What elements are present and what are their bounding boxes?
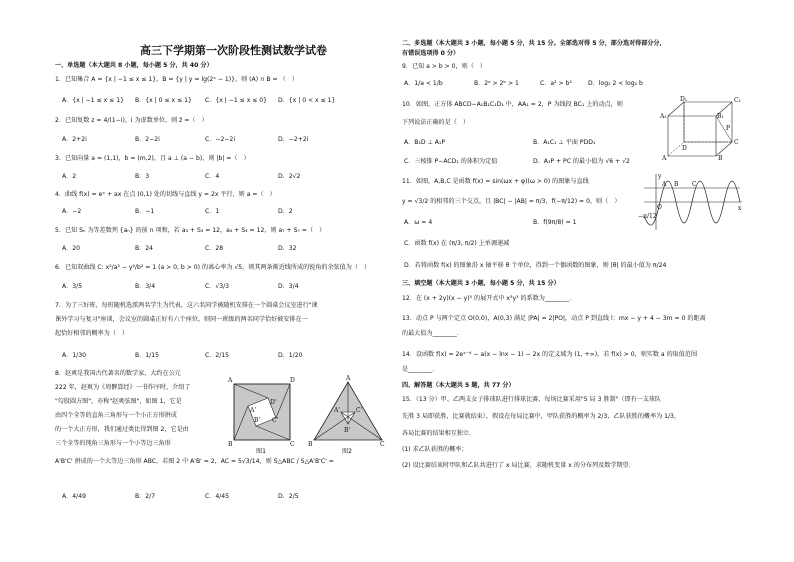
q8-line-6: 三个全等的钝角三角形与一个小等边三角形 [55, 440, 171, 447]
cube-label-d: D [682, 145, 687, 152]
q2-option-a[interactable]: A．2+2i [62, 136, 87, 143]
sine-label-o: O [657, 204, 662, 211]
q15-line-2: 先胜 3 局即获胜，比赛就结束），假设在每局比赛中，甲队获胜的概率为 2/3，乙队获胜的概率为 1/3， [402, 413, 681, 420]
q8-option-b[interactable]: B．2/7 [135, 493, 156, 500]
sine-label-c: C [692, 181, 697, 188]
q9-option-b[interactable]: B．2ᵃ > 2ᵇ > 1 [474, 80, 519, 87]
svg-text:B': B' [254, 417, 261, 424]
cube-label-b: B [718, 155, 723, 162]
q9-option-a[interactable]: A．1/a < 1/b [404, 80, 443, 87]
q8-option-a[interactable]: A．4/49 [62, 493, 86, 500]
q7-option-d[interactable]: D．1/20 [278, 352, 303, 359]
q7-option-a[interactable]: A．1/30 [62, 352, 86, 359]
svg-text:A: A [346, 375, 351, 382]
figure-1-square [228, 376, 296, 448]
svg-text:A': A' [334, 407, 340, 414]
section-solutions: 四、解答题（本大题共 5 题，共 77 分） [402, 382, 515, 389]
q6-option-a[interactable]: A．3/5 [62, 283, 83, 290]
q10-cube-figure [660, 96, 744, 162]
cube-label-c: C [734, 139, 739, 146]
sine-label-x: x [738, 205, 742, 212]
sine-label-neg-pi-12: −π/12 [638, 213, 657, 220]
q7-line-2: 课外学习与复习"座谈，会议室的圆桌正好有六个座位，则同一班级的两名同学恰好被安排在一 [55, 316, 308, 323]
q10-option-c[interactable]: C．三棱锥 P−ACD₁ 的体积为定值 [404, 158, 498, 165]
q4-option-a[interactable]: A．−2 [62, 208, 82, 215]
q2-option-d[interactable]: D．−2+2i [278, 136, 309, 143]
svg-text:A': A' [250, 407, 256, 414]
q13-line-2: 的最大值为________． [402, 330, 463, 337]
q7-option-b[interactable]: B．1/15 [135, 352, 159, 359]
svg-text:C: C [290, 441, 295, 448]
q9-option-c[interactable]: C．a² > b² [540, 80, 572, 87]
q1-option-d[interactable]: D．{x | 0 < x ≤ 1} [278, 97, 336, 104]
q9-option-d[interactable]: D．log₂ 2 < log₂ b [588, 80, 643, 87]
q11-option-c[interactable]: C．函数 f(x) 在 (π/3, π/2) 上单调递减 [404, 240, 510, 247]
sine-label-y: y [658, 173, 662, 180]
q9-stem: 9．已知 a > b > 0，则（ ） [402, 63, 487, 70]
q5-option-c[interactable]: C．28 [205, 245, 224, 252]
figure-2-caption: 图2 [342, 448, 352, 455]
q10-option-a[interactable]: A．B₁D ⊥ A₁P [404, 139, 446, 146]
figure-1-caption: 图1 [256, 448, 266, 455]
q8-option-d[interactable]: D．2/5 [278, 493, 299, 500]
sine-label-b: B [674, 181, 679, 188]
q8-line-7: A'B'C' 拼成的一个大等边三角形 ABC，若图 2 中 A'B' = 2，AC = 5√3/14，则 S△ABC / S△A'B'C' = [55, 458, 334, 465]
cube-label-d1: D₁ [680, 96, 688, 103]
svg-text:B: B [308, 441, 313, 448]
q5-option-d[interactable]: D．32 [278, 245, 297, 252]
q13-line-1: 13．动点 P 与两个定点 O(0,0)，A(0,3) 满足 |PA| = 2|PO|，动点 P 到直线 l：mx − y + 4 − 3m = 0 的距离 [402, 315, 706, 322]
q10-option-d[interactable]: D．A₁P + PC 的最小值为 √6 + √2 [533, 158, 630, 165]
q7-line-1: 7．为了三好班，每班随机选派两名学生为代表，这六名同学被随机安排在一个圆桌会议室进行"课 [55, 302, 318, 309]
q10-line-2: 下列说法正确的是（ ） [402, 119, 470, 126]
q1-option-b[interactable]: B．{x | 0 ≤ x ≤ 1} [135, 97, 192, 104]
svg-text:D: D [290, 377, 295, 384]
svg-text:B': B' [344, 427, 351, 434]
q8-option-c[interactable]: C．4/45 [205, 493, 230, 500]
section-multi-choice: 二、多选题（本大题共 3 小题，每小题 5 分，共 15 分。全部选对得 5 分，部分选对得部分分， [402, 40, 666, 47]
q6-option-b[interactable]: B．3/4 [135, 283, 156, 290]
section-single-choice: 一、单选题（本大题共 8 小题，每小题 5 分，共 40 分） [55, 62, 213, 69]
q5-stem: 5．已知 Sₙ 为等差数列 {aₙ} 的前 n 项和，若 a₃ + S₃ = 12，a₄ + S₄ = 12，则 a₇ + S₇ =（ ） [55, 227, 326, 234]
q3-stem: 3．已知向量 a = (1,1)，b = (m,2)，且 a ⊥ (a − b)，则 |b| =（ ） [55, 155, 250, 162]
q1-option-c[interactable]: C．{x | −1 ≤ x ≤ 0} [205, 97, 268, 104]
q1-stem: 1．已知集合 A = {x | −1 ≤ x ≤ 1}，B = {y | y = lg(2ˣ − 1)}，则 (A) ∩ B = （ ） [55, 76, 298, 83]
q3-option-d[interactable]: D．2√2 [278, 173, 301, 180]
svg-text:D': D' [270, 399, 277, 406]
q8-line-5: 的一个大正方形，我们通过类比得到图 2，它是由 [55, 426, 189, 433]
q14-line-2: 是________． [402, 366, 439, 373]
q8-line-1: 8．赵爽是我国古代著名的数学家，大约在公元 [55, 370, 181, 377]
q14-line-1: 14．设函数 f(x) = 2eˣ⁻⁴ − a(x − lnx − 1) − 2x 的定义域为 (1, +∞)，若 f(x) > 0，则实数 a 的取值范围 [402, 351, 698, 358]
cube-label-a: A [662, 155, 667, 162]
q1-option-a[interactable]: A．{x | −1 ≤ x ≤ 1} [62, 97, 124, 104]
q6-stem: 6．已知双曲线 C: x²/a² − y²/b² = 1 (a > 0, b > 0) 的离心率为 √5，则其两条渐近线所成的锐角的余弦值为（ ） [55, 264, 371, 271]
q15-line-3: 各局比赛的结果相互独立． [402, 430, 476, 437]
exam-title: 高三下学期第一次阶段性测试数学试卷 [140, 44, 327, 57]
q8-line-2: 222 年，赵爽为《周髀算经》一书作序时，介绍了 [55, 384, 191, 391]
svg-text:A: A [228, 377, 233, 384]
q7-line-3: 起恰好相邻的概率为（ ） [55, 330, 129, 337]
cube-label-a1: A₁ [660, 113, 667, 120]
q3-option-b[interactable]: B．3 [135, 173, 150, 180]
q7-option-c[interactable]: C．2/15 [205, 352, 230, 359]
q3-option-c[interactable]: C．4 [205, 173, 220, 180]
q11-option-b[interactable]: B．f(9π/8) = 1 [533, 219, 577, 226]
q11-line-1: 11．如图，A,B,C 是函数 f(x) = sin(ωx + φ)(ω > 0) 的图象与直线 [402, 178, 589, 185]
cube-label-p: P [726, 125, 731, 132]
q12-stem: 12．在 (x + 2y)(x − y)⁵ 的展开式中 x³y³ 的系数为________． [402, 295, 576, 302]
q11-line-2: y = √3/2 的相邻的三个交点，且 |BC| − |AB| = π/3，f(−π/12) = 0，则（ ） [402, 198, 621, 205]
q2-option-c[interactable]: C．−2−2i [205, 136, 236, 143]
q10-line-1: 10．如图，正方体 ABCD−A₁B₁C₁D₁ 中，AA₁ = 2，P 为线段 BC₁ 上的动点，则 [402, 101, 623, 108]
q4-option-c[interactable]: C．1 [205, 208, 220, 215]
q8-line-4: 由四个全等的直角三角形与一个小正方形拼成 [55, 412, 177, 419]
q11-sine-figure [640, 172, 744, 234]
figure-2-triangle [308, 376, 388, 448]
q11-option-a[interactable]: A．ω = 4 [404, 219, 433, 226]
sine-label-a: A [662, 181, 667, 188]
q2-stem: 2．已知复数 z = 4/(1−i)，i 为虚数单位，则 z̄ =（ ） [55, 117, 208, 124]
section-fill-blank: 三、填空题（本大题共 3 小题，每小题 5 分，共 15 分） [402, 280, 560, 287]
q2-option-b[interactable]: B．2−2i [135, 136, 160, 143]
svg-text:C': C' [356, 407, 363, 414]
section-multi-choice-cont: 有错误选项得 0 分） [402, 50, 460, 57]
q8-line-3: "勾股圆方图"，亦称"赵爽弦图"，如图 1，它是 [55, 398, 182, 405]
svg-text:C: C [380, 441, 385, 448]
svg-text:C': C' [272, 417, 279, 424]
q4-option-d[interactable]: D．2 [278, 208, 293, 215]
q6-option-c[interactable]: C．√3/3 [205, 283, 230, 290]
q15-line-4: (1) 求乙队获胜的概率； [402, 446, 468, 453]
q5-option-a[interactable]: A．20 [62, 245, 81, 252]
q15-line-1: 15．（13 分）甲、乙两支女子排球队进行排球比赛，每场比赛采用"5 局 3 胜制"（即有一支球队 [402, 396, 662, 403]
q15-line-5: (2) 设比赛结束时甲队和乙队共进行了 x 局比赛，求随机变量 x 的分布列及数学期望． [402, 462, 635, 469]
cube-label-b1: B₁ [717, 113, 724, 120]
q11-option-d[interactable]: D．若将函数 f(x) 的图象沿 x 轴平移 θ 个单位，得到一个偶函数的图象，则 |θ| 的最小值为 π/24 [404, 262, 667, 269]
cube-label-c1: C₁ [734, 97, 741, 104]
q4-stem: 4．曲线 f(x) = eˣ + ax 在点 (0,1) 处的切线与直线 y = 2x 平行，则 a =（ ） [55, 191, 276, 198]
q10-option-b[interactable]: B．A₁C₁ ⊥ 平面 PDD₁ [533, 139, 596, 146]
q4-option-b[interactable]: B．−1 [135, 208, 155, 215]
q6-option-d[interactable]: D．3/4 [278, 283, 299, 290]
q5-option-b[interactable]: B．24 [135, 245, 154, 252]
q3-option-a[interactable]: A．2 [62, 173, 77, 180]
svg-text:B: B [228, 441, 233, 448]
